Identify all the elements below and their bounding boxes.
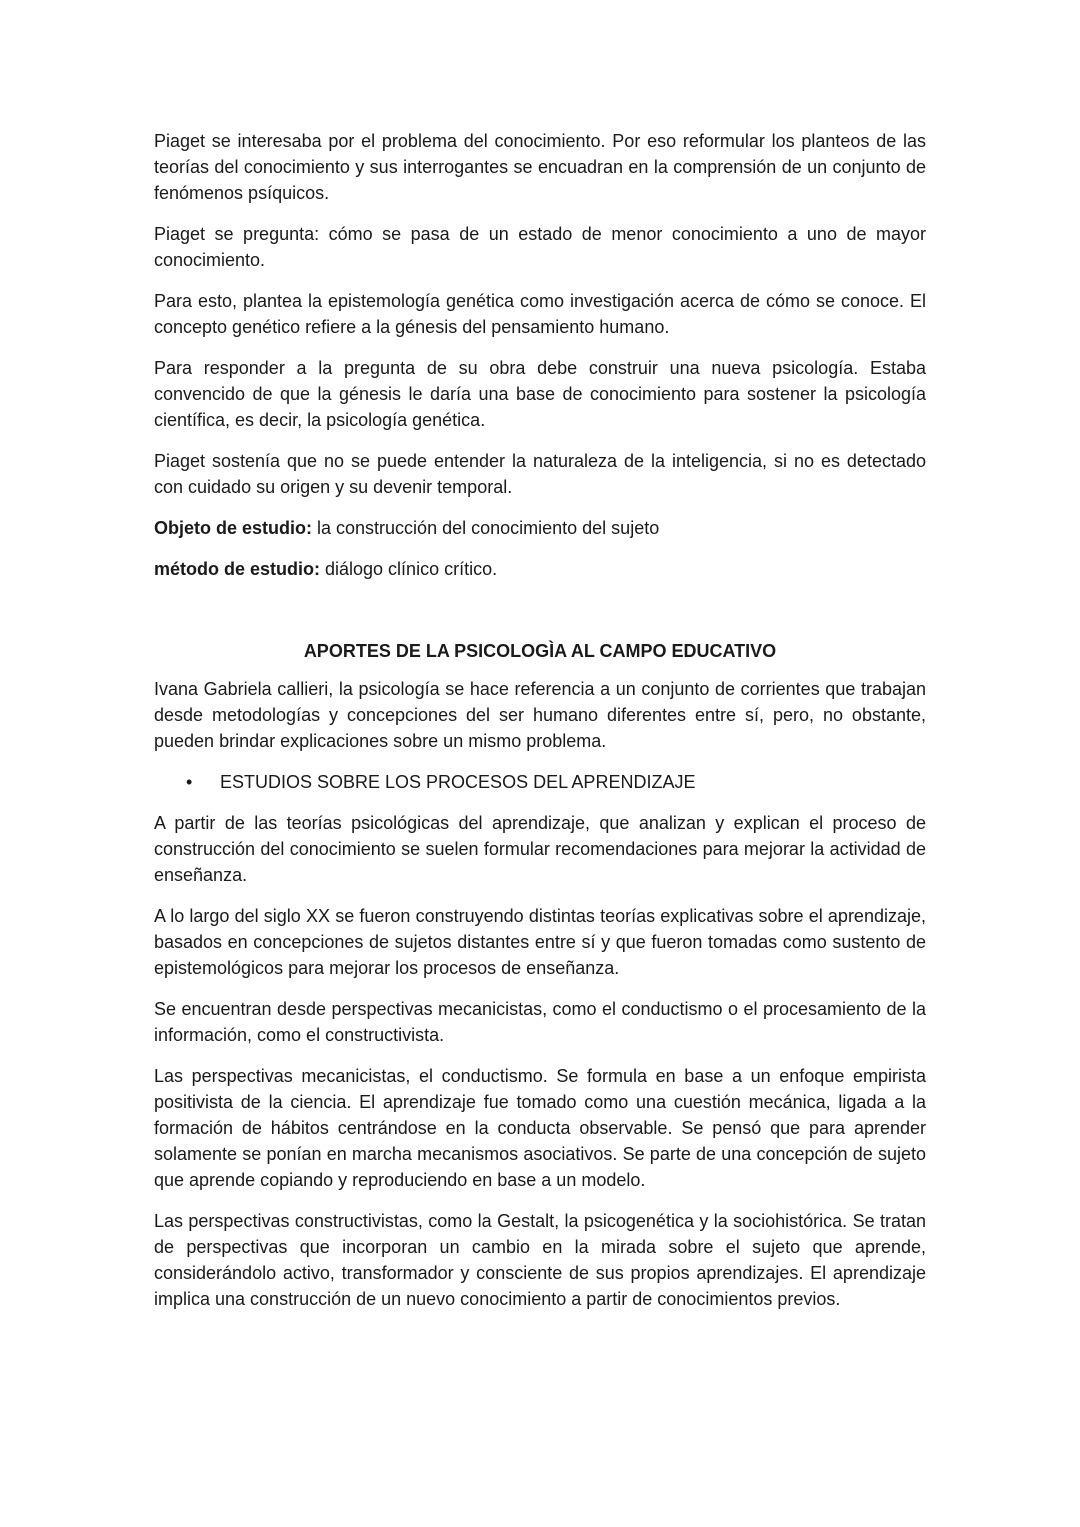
paragraph-constructivistas: Las perspectivas constructivistas, como la Gestalt, la psicogenética y la sociohistórica. Se tratan de perspectivas que incorporan un cambio en la mirada sobre el sujeto que aprende, considerándolo activo, transformador y consciente de sus propios aprendizajes. El aprendizaje implica una construcción de un nuevo conocimiento a partir de conocimientos previos. (154, 1211, 926, 1309)
bullet-item (154, 769, 926, 795)
paragraph-naturaleza-inteligencia: Piaget sostenía que no se puede entender la naturaleza de la inteligencia, si no es detectado con cuidado su origen y su devenir temporal. (154, 451, 926, 497)
objeto-label: Objeto de estudio: (154, 518, 313, 538)
paragraph-mecanicistas: Las perspectivas mecanicistas, el conductismo. Se formula en base a un enfoque empirista positivista de la ciencia. El aprendizaje fue tomado como una cuestión mecánica, ligada a la formación de hábitos centrándose en la conducta observable. Se pensó que para aprender solamente se ponían en marcha mecanismos asociativos. Se parte de una concepción de sujeto que aprende copiando y reproduciendo en base a un modelo. (154, 1066, 926, 1190)
objeto-de-estudio (154, 515, 926, 541)
paragraph-epistemologia-genetica: Para esto, plantea la epistemología genética como investigación acerca de cómo se conoce. El concepto genético refiere a la génesis del pensamiento humano. (154, 291, 926, 337)
document-page (154, 128, 926, 1327)
paragraph-siglo-xx: A lo largo del siglo XX se fueron construyendo distintas teorías explicativas sobre el aprendizaje, basados en concepciones de sujetos distantes entre sí y que fueron tomadas como sustento de epistemológicos para mejorar los procesos de enseñanza. (154, 906, 926, 978)
paragraph-perspectivas: Se encuentran desde perspectivas mecanicistas, como el conductismo o el procesamiento de la información, como el constructivista. (154, 999, 926, 1045)
metodo-text: diálogo clínico crítico. (320, 559, 498, 579)
paragraph-piaget-problema: Piaget se interesaba por el problema del conocimiento. Por eso reformular los planteos de las teorías del conocimiento y sus interrogantes se encuadran en la comprensión de un conjunto de fenómenos psíquicos. (154, 131, 926, 203)
metodo-label: método de estudio: (154, 559, 320, 579)
paragraph-nueva-psicologia: Para responder a la pregunta de su obra debe construir una nueva psicología. Estaba convencido de que la génesis le daría una base de conocimiento para sostener la psicología científica, es decir, la psicología genética. (154, 358, 926, 430)
metodo-de-estudio (154, 556, 926, 582)
paragraph-piaget-pregunta: Piaget se pregunta: cómo se pasa de un estado de menor conocimiento a uno de mayor conocimiento. (154, 224, 926, 270)
bullet-text: ESTUDIOS SOBRE LOS PROCESOS DEL APRENDIZAJE (220, 772, 696, 792)
objeto-text: la construcción del conocimiento del sujeto (312, 518, 660, 538)
paragraph-intro-callieri: Ivana Gabriela callieri, la psicología se hace referencia a un conjunto de corrientes que trabajan desde metodologías y concepciones del ser humano diferentes entre sí, pero, no obstante, pueden brindar explicaciones sobre un mismo problema. (154, 679, 926, 751)
bullet-icon: • (186, 772, 193, 792)
section-heading: APORTES DE LA PSICOLOGÌA AL CAMPO EDUCATIVO (303, 641, 777, 661)
paragraph-teorias-aprendizaje: A partir de las teorías psicológicas del aprendizaje, que analizan y explican el proceso de construcción del conocimiento se suelen formular recomendaciones para mejorar la actividad de enseñanza. (154, 813, 926, 885)
